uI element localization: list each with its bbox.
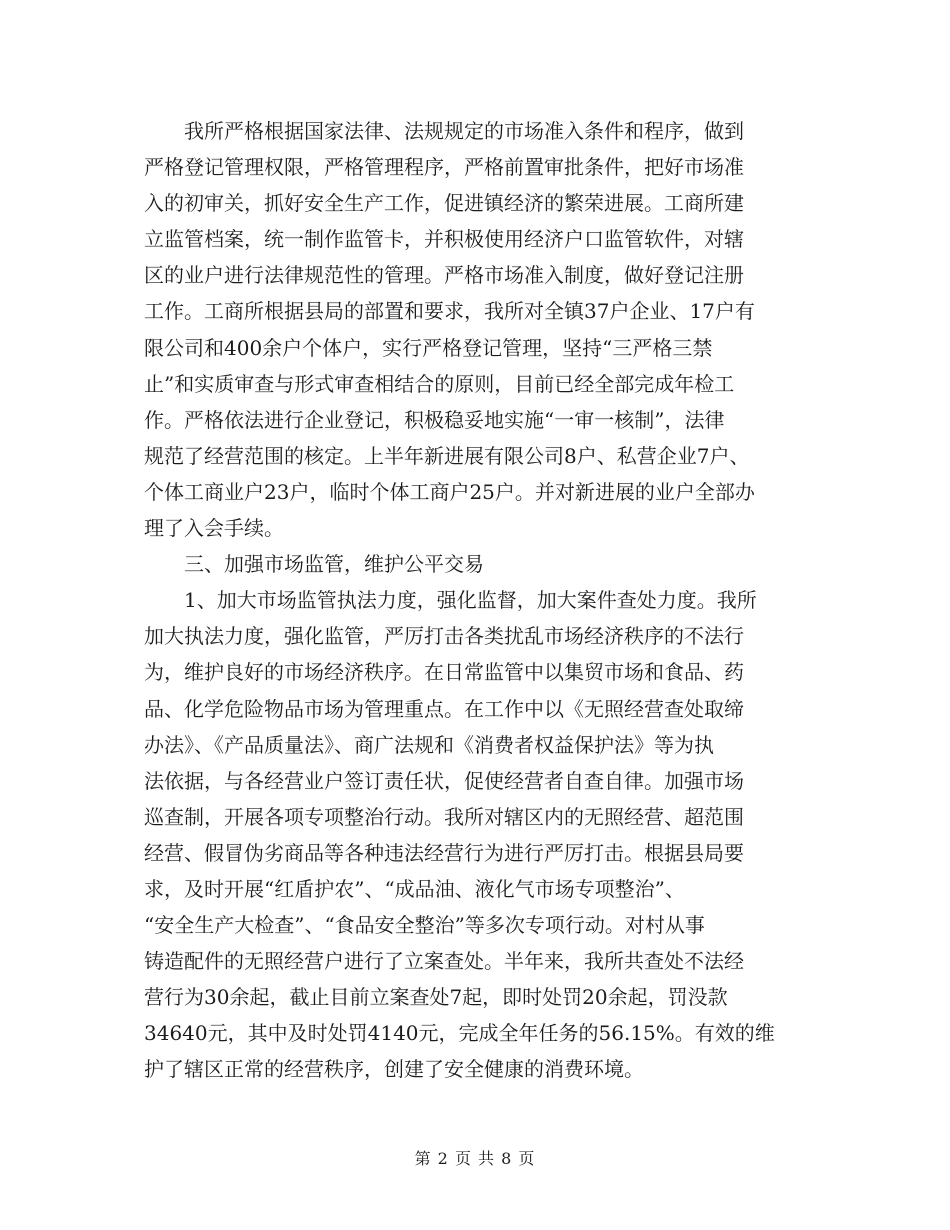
text-line: 铸造配件的无照经营户进行了立案查处。半年来，我所共查处不法经 [144,949,744,974]
text-line: 限公司和400余户个体户，实行严格登记管理，坚持“三严格三禁 [144,335,713,360]
text-line: 加大执法力度，强化监管，严厉打击各类扰乱市场经济秩序的不法行 [144,624,744,649]
text-line: 34640元，其中及时处罚4140元，完成全年任务的56.15%。有效的维 [144,1021,775,1046]
text-line: 理了入会手续。 [144,516,284,541]
text-line: 1、加大市场监管执法力度，强化监督，加大案件查处力度。我所 [144,588,757,613]
text-line: 为，维护良好的市场经济秩序。在日常监管中以集贸市场和食品、药 [144,660,744,685]
text-line: 护了辖区正常的经营秩序，创建了安全健康的消费环境。 [144,1057,644,1082]
text-line: 营行为30余起，截止目前立案查处7起，即时处罚20余起，罚没款 [144,985,728,1010]
text-line: 办法》、《产品质量法》、商广法规和《消费者权益保护法》等为执 [144,732,714,757]
text-line: 工作。工商所根据县局的部置和要求，我所对全镇37户企业、17户有 [144,299,755,324]
body-text [144,113,816,1088]
text-line: 我所严格根据国家法律、法规规定的市场准入条件和程序，做到 [144,119,744,143]
text-line: 个体工商业户23户，临时个体工商户25户。并对新进展的业户全部办 [144,479,755,504]
text-line: “安全生产大检查”、“食品安全整治”等多次专项行动。对村从事 [144,913,705,938]
text-line: 区的业户进行法律规范性的管理。严格市场准入制度，做好登记注册 [144,263,744,288]
text-line: 巡查制，开展各项专项整治行动。我所对辖区内的无照经营、超范围 [144,804,744,829]
text-line: 入的初审关，抓好安全生产工作，促进镇经济的繁荣进展。工商所建 [144,191,744,216]
text-line: 求，及时开展“红盾护农”、“成品油、液化气市场专项整治”、 [144,876,685,901]
page-footer: 第 2 页 共 8 页 [414,1149,536,1168]
text-line: 严格登记管理权限，严格管理程序，严格前置审批条件，把好市场准 [144,155,744,180]
text-line: 规范了经营范围的核定。上半年新进展有限公司8户、私营企业7户、 [144,443,750,468]
text-line: 品、化学危险物品市场为管理重点。在工作中以《无照经营查处取缔 [144,696,744,721]
text-line: 经营、假冒伪劣商品等各种违法经营行为进行严厉打击。根据县局要 [144,840,744,865]
text-line: 法依据，与各经营业户签订责任状，促使经营者自查自律。加强市场 [144,768,744,793]
text-line: 作。严格依法进行企业登记，积极稳妥地实施“一审一核制”，法律 [144,407,725,432]
text-line: 立监管档案，统一制作监管卡，并积极使用经济户口监管软件，对辖 [144,227,744,252]
text-line: 止”和实质审查与形式审查相结合的原则，目前已经全部完成年检工 [144,371,735,396]
text-line: 三、加强市场监管，维护公平交易 [144,552,484,577]
